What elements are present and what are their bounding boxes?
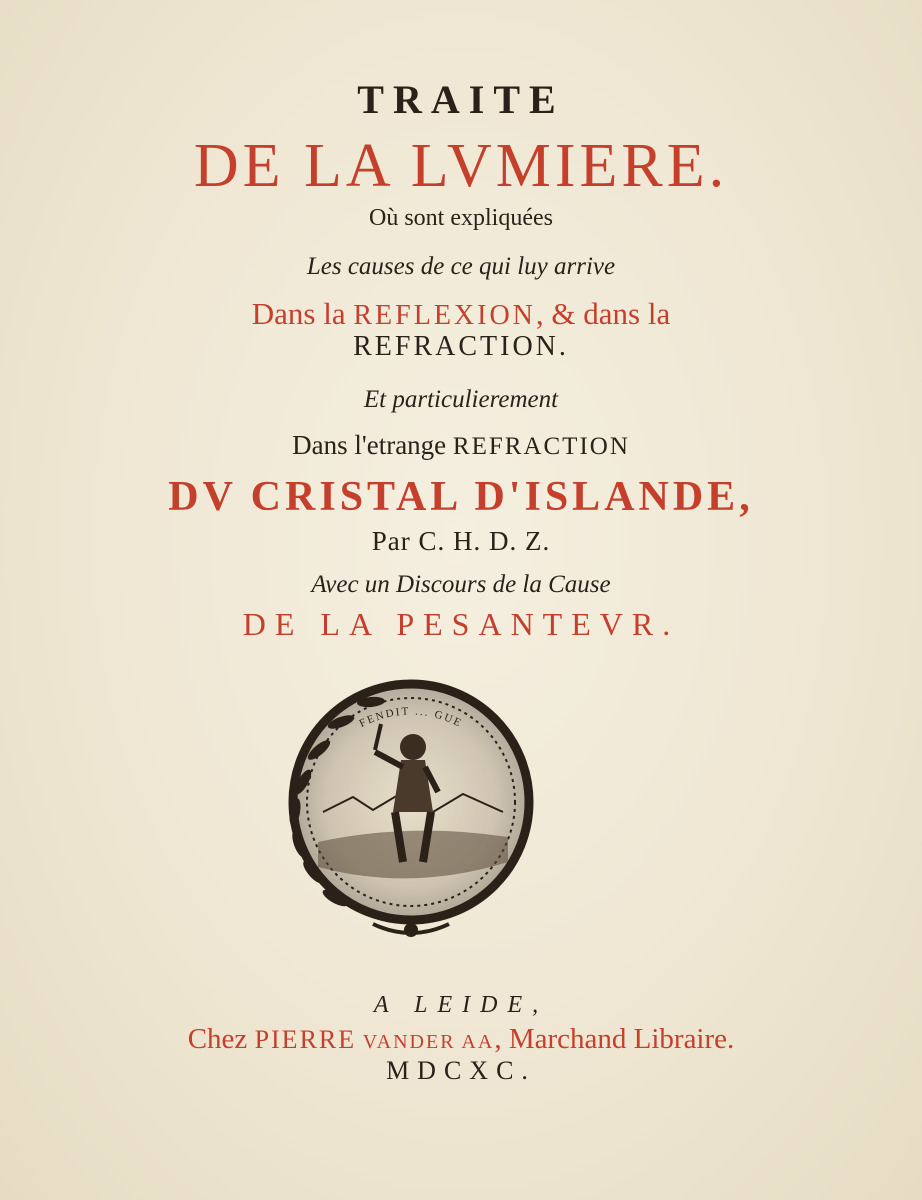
subtitle-line-2: Les causes de ce qui luy arrive bbox=[306, 253, 616, 280]
subtitle-line-1: Où sont expliquées bbox=[369, 205, 553, 231]
subtitle-line-5: Et particulierement bbox=[363, 386, 559, 413]
subtitle-line-7: DV CRISTAL D'ISLANDE, bbox=[168, 474, 754, 520]
imprint-publisher bbox=[0, 1025, 922, 1054]
subtitle-line-3 bbox=[0, 298, 922, 330]
imprint-publisher-suffix: , Marchand Libraire. bbox=[494, 1023, 735, 1055]
subtitle-line-10: DE LA PESANTEVR. bbox=[242, 606, 680, 642]
title-line-2: DE LA LVMIERE. bbox=[193, 132, 729, 200]
imprint-year: MDCXC. bbox=[386, 1056, 536, 1085]
subtitle-line-6 bbox=[0, 432, 922, 459]
imprint-place: A LEIDE, bbox=[373, 992, 549, 1018]
subtitle-line-3-word: REFLEXION bbox=[353, 300, 536, 331]
title-line-1: TRAITE bbox=[357, 77, 565, 122]
subtitle-line-6-prefix: Dans l'etrange bbox=[292, 430, 453, 460]
emblem-motto: FENDIT ... GUE bbox=[357, 705, 465, 730]
imprint-publisher-small: VANDER AA bbox=[356, 1031, 495, 1053]
imprint-publisher-prefix: Chez bbox=[187, 1023, 255, 1055]
imprint-publisher-name: PIERRE bbox=[254, 1025, 357, 1054]
subtitle-line-3-suffix: , & dans la bbox=[535, 296, 671, 331]
subtitle-line-3-prefix: Dans la bbox=[251, 296, 354, 331]
printer-emblem bbox=[263, 662, 553, 952]
subtitle-line-9: Avec un Discours de la Cause bbox=[311, 571, 611, 598]
emblem-woodcut-icon bbox=[263, 662, 553, 952]
author-line: Par C. H. D. Z. bbox=[371, 526, 551, 556]
subtitle-line-6-word: REFRACTION bbox=[452, 433, 630, 460]
subtitle-line-4: REFRACTION. bbox=[353, 331, 569, 362]
